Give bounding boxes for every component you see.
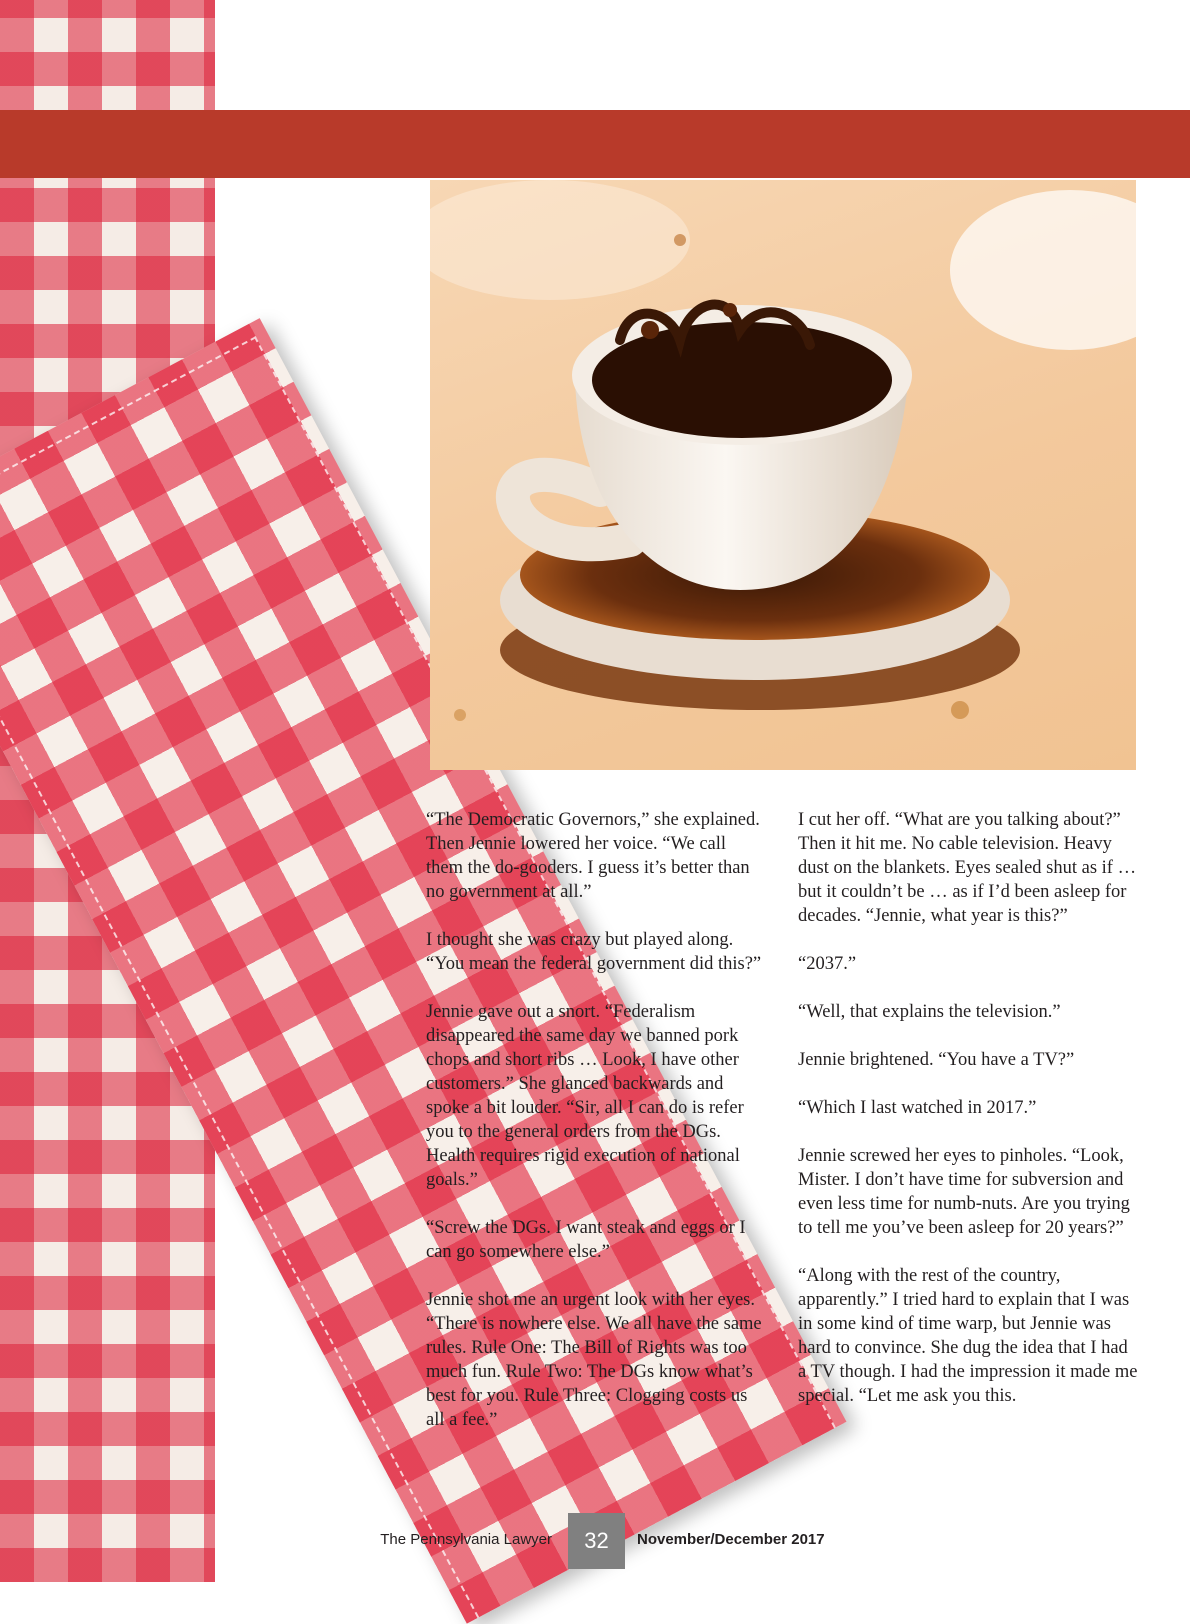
paragraph: “Screw the DGs. I want steak and eggs or I can go somewhere else.” — [426, 1218, 746, 1262]
paragraph: Jennie gave out a snort. “Federalism disappeared the same day we banned pork chops and short ribs … Look, I have other customers.” She glanced backwards and spoke a bit louder. “Sir, all I can do is refer you to the general orders from the DGs. Health requires rigid execution of national goals.” — [426, 1002, 744, 1190]
issue-date: November/December 2017 — [637, 1531, 825, 1548]
paragraph: “Along with the rest of the country, apparently.” I tried hard to explain that I was in some kind of time warp, but Jennie was hard to convince. She dug the idea that I had a TV though. I had the impression it made me special. “Let me ask you this. — [798, 1266, 1138, 1406]
paragraph: Jennie brightened. “You have a TV?” — [798, 1050, 1075, 1070]
coffee-cup-photo — [430, 180, 1136, 770]
paragraph: Jennie screwed her eyes to pinholes. “Look, Mister. I don’t have time for subversion and even less time for numb-nuts. Are you trying to tell me you’ve been asleep for 20 years?” — [798, 1146, 1130, 1238]
paragraph: Jennie shot me an urgent look with her eyes. “There is nowhere else. We all have the same rules. Rule One: The Bill of Rights was too much fun. Rule Two: The DGs know what’s best for you. Rule Three: Clogging costs us all a fee.” — [426, 1290, 762, 1430]
coffee-cup-icon — [430, 180, 1136, 770]
page-number: 32 — [568, 1513, 625, 1569]
text-column-right — [798, 808, 1138, 1432]
paragraph: “The Democratic Governors,” she explained. Then Jennie lowered her voice. “We call them the do-gooders. I guess it’s better than no government at all.” — [426, 810, 760, 902]
paragraph: “Which I last watched in 2017.” — [798, 1098, 1037, 1118]
paragraph: “Well, that explains the television.” — [798, 1002, 1061, 1022]
page-footer — [0, 1513, 1200, 1569]
paragraph: I cut her off. “What are you talking about?” Then it hit me. No cable television. Heavy dust on the blankets. Eyes sealed shut as if … but it couldn’t be … as if I’d been asleep for decades. “Jennie, what year is this?” — [798, 810, 1137, 926]
publication-name: The Pennsylvania Lawyer — [380, 1531, 552, 1548]
paragraph: I thought she was crazy but played along. “You mean the federal government did this?” — [426, 930, 762, 974]
header-banner — [0, 110, 1190, 178]
text-column-left — [426, 808, 766, 1456]
paragraph: “2037.” — [798, 954, 857, 974]
